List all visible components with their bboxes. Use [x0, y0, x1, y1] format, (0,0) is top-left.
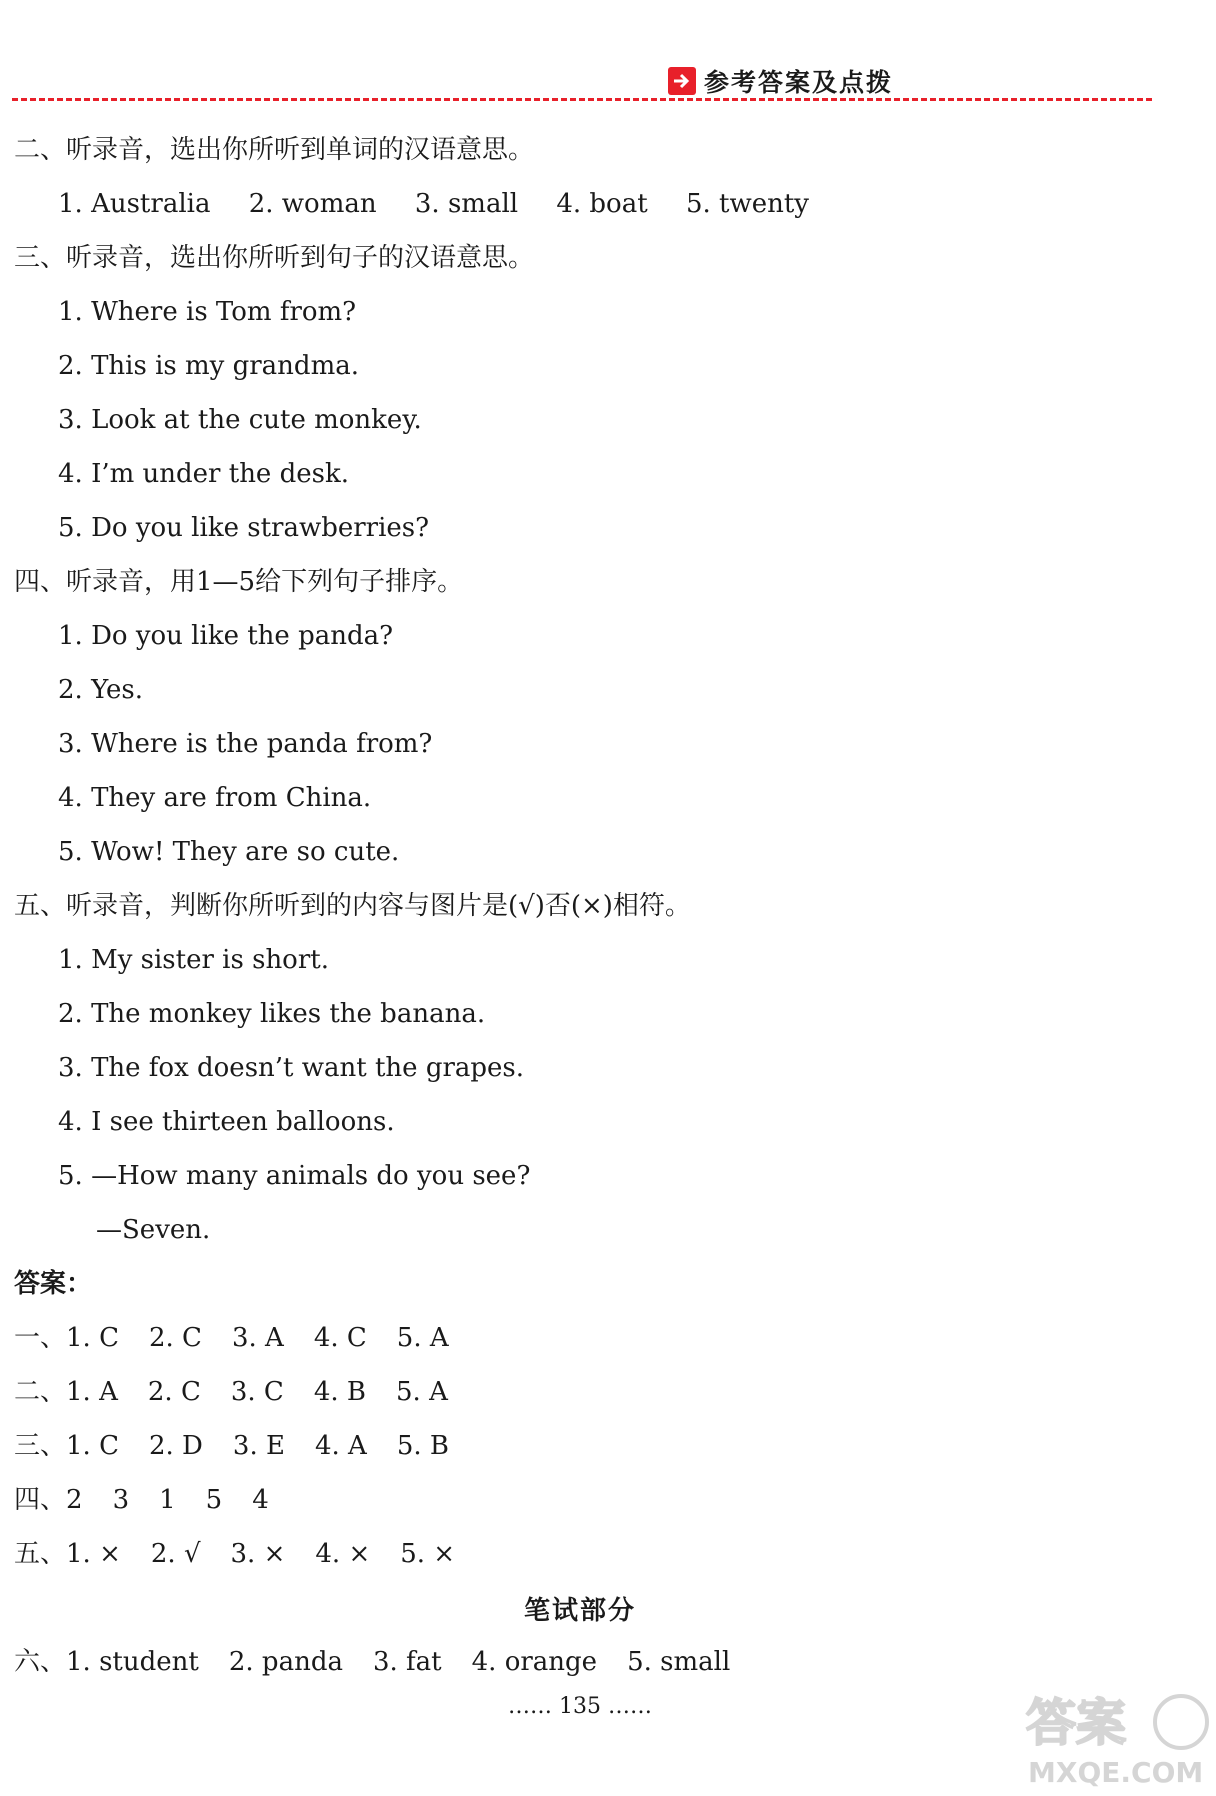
header-divider	[12, 98, 1152, 101]
section-heading-2: 二、听录音，选出你所听到单词的汉语意思。	[14, 135, 535, 165]
answer-value: 4. orange	[471, 1647, 598, 1677]
written-section-title: 笔试部分	[523, 1596, 636, 1626]
answer-value: 2. C	[147, 1377, 201, 1407]
header-label	[668, 64, 893, 98]
answer-value: 2. D	[148, 1431, 203, 1461]
answer-value: 4. A	[314, 1431, 367, 1461]
list-item: 2. woman	[248, 189, 377, 219]
answer-row	[14, 1644, 760, 1680]
page-header	[0, 56, 1160, 106]
header-title: 参考答案及点拨	[704, 68, 894, 97]
list-item: 1. Australia	[58, 189, 211, 219]
answer-row	[14, 1428, 479, 1464]
answer-row	[14, 1482, 299, 1518]
answer-value: 3. fat	[372, 1647, 442, 1677]
section-heading-5: 五、听录音，判断你所听到的内容与图片是(√)否(×)相符。	[14, 891, 691, 921]
list-item-continuation: —Seven.	[96, 1215, 211, 1245]
svg-text:答案: 答案	[1026, 1694, 1126, 1752]
answer-value: 5. ×	[400, 1539, 456, 1569]
answer-value: 2. C	[148, 1323, 202, 1353]
section-heading-4: 四、听录音，用1—5给下列句子排序。	[14, 567, 464, 597]
list-item: 5. —How many animals do you see?	[58, 1161, 531, 1191]
answer-value: 5. small	[627, 1647, 731, 1677]
list-item: 4. I’m under the desk.	[58, 459, 349, 489]
answer-row	[14, 1374, 478, 1410]
answer-value: 4. C	[313, 1323, 367, 1353]
list-item: 3. Look at the cute monkey.	[58, 405, 422, 435]
list-item: 5. Wow! They are so cute.	[58, 837, 400, 867]
answer-value: 3. A	[231, 1323, 284, 1353]
answer-prefix: 三、	[14, 1431, 67, 1461]
answer-value: 3	[112, 1485, 130, 1515]
list-item: 1. My sister is short.	[58, 945, 329, 975]
list-item: 4. They are from China.	[58, 783, 372, 813]
list-item: 2. Yes.	[58, 675, 143, 705]
arrow-right-icon	[668, 67, 696, 95]
answer-value: 2	[66, 1485, 83, 1515]
answer-prefix: 五、	[14, 1539, 67, 1569]
answer-value: 4. B	[313, 1377, 366, 1407]
answer-row	[14, 1320, 479, 1356]
answer-value: 1. student	[66, 1647, 199, 1677]
section-heading-3: 三、听录音，选出你所听到句子的汉语意思。	[14, 243, 535, 273]
answers-label: 答案：	[14, 1269, 93, 1299]
answer-row	[14, 1536, 485, 1572]
list-item: 1. Where is Tom from?	[58, 297, 357, 327]
list-item: 5. twenty	[685, 189, 809, 219]
answer-value: 1. A	[66, 1377, 118, 1407]
answer-value: 1. C	[66, 1431, 119, 1461]
list-item: 2. The monkey likes the banana.	[58, 999, 486, 1029]
list-item: 5. Do you like strawberries?	[58, 513, 430, 543]
list-item: 3. Where is the panda from?	[58, 729, 433, 759]
answer-value: 3. ×	[230, 1539, 286, 1569]
answer-value: 5. B	[396, 1431, 450, 1461]
answer-value: 5. A	[396, 1323, 449, 1353]
answer-value: 5	[205, 1485, 223, 1515]
answer-value: 1. C	[66, 1323, 119, 1353]
svg-text:MXQE.COM: MXQE.COM	[1028, 1756, 1204, 1789]
list-item: 4. I see thirteen balloons.	[58, 1107, 395, 1137]
answer-value: 4. ×	[315, 1539, 371, 1569]
answer-value: 3. C	[230, 1377, 284, 1407]
answer-value: 2. panda	[228, 1647, 343, 1677]
answer-prefix: 二、	[14, 1377, 67, 1407]
page-number: …… 135 ……	[508, 1694, 652, 1719]
answer-value: 4	[252, 1485, 269, 1515]
answer-value: 1. ×	[66, 1539, 121, 1569]
list-item: 3. The fox doesn’t want the grapes.	[58, 1053, 525, 1083]
answer-value: 1	[159, 1485, 176, 1515]
list-item: 2. This is my grandma.	[58, 351, 359, 381]
list-item: 4. boat	[556, 189, 648, 219]
answer-value: 5. A	[396, 1377, 448, 1407]
word-list	[58, 186, 839, 222]
answer-value: 2. √	[150, 1539, 201, 1569]
list-item: 3. small	[414, 189, 519, 219]
watermark-logo	[1016, 1682, 1216, 1792]
answer-prefix: 一、	[14, 1323, 67, 1353]
answer-value: 3. E	[232, 1431, 285, 1461]
answer-prefix: 四、	[14, 1485, 67, 1515]
answer-prefix: 六、	[14, 1647, 67, 1677]
list-item: 1. Do you like the panda?	[58, 621, 394, 651]
